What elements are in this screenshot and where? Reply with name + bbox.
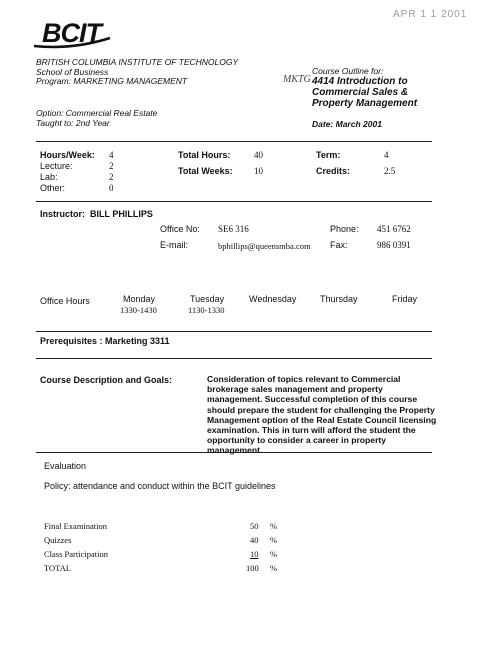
course-title-line-1: 4414 Introduction to (312, 76, 408, 87)
eval-participation-unit: % (270, 549, 278, 559)
eval-total-unit: % (270, 563, 278, 573)
term-label: Term: (316, 150, 341, 160)
total-weeks-value: 10 (254, 166, 263, 176)
description-text: Consideration of topics relevant to Commercial brokerage sales management and property management. Successful completion of this course should prepare the student for challenging the Property Management option of the Real Estate Council licensing examination. This in turn will afford the student the opportunity to consider a career in property management. (207, 374, 437, 456)
eval-total-label: TOTAL (44, 563, 72, 573)
total-hours-value: 40 (254, 150, 263, 160)
credits-value: 2.5 (384, 166, 396, 176)
phone-value: 451 6762 (377, 224, 411, 234)
office-hours-label: Office Hours (40, 296, 90, 306)
phone-label: Phone: (330, 224, 359, 234)
email-label: E-mail: (160, 240, 189, 250)
eval-final-label: Final Examination (44, 521, 108, 531)
logo-swoosh (32, 36, 112, 50)
course-title-line-3: Property Management (312, 98, 418, 109)
course-title-line-2: Commercial Sales & (312, 87, 409, 98)
credits-label: Credits: (316, 166, 351, 176)
day-monday: Monday (123, 294, 156, 304)
divider-4 (36, 358, 432, 359)
fax-value: 986 0391 (377, 240, 411, 250)
instructor-label: Instructor: (40, 209, 85, 219)
day-friday: Friday (392, 294, 418, 304)
eval-participation-label: Class Participation (44, 549, 108, 559)
office-value: SE6 316 (218, 224, 249, 234)
eval-final-value: 50 (250, 521, 259, 531)
evaluation-policy: Policy: attendance and conduct within the BCIT guidelines (44, 481, 276, 491)
program-name: Program: MARKETING MANAGEMENT (36, 76, 188, 86)
handwritten-course-code: MKTG (283, 74, 311, 85)
time-tuesday: 1130-1330 (188, 305, 225, 315)
lecture-value: 2 (109, 161, 114, 171)
eval-quizzes-label: Quizzes (44, 535, 72, 545)
email-value: bphillips@queensmba.com (218, 241, 311, 251)
institute-name: BRITISH COLUMBIA INSTITUTE OF TECHNOLOGY (36, 57, 239, 67)
other-value: 0 (109, 183, 114, 193)
eval-participation-value: 10 (250, 549, 259, 559)
total-hours-label: Total Hours: (178, 150, 231, 160)
day-thursday: Thursday (320, 294, 358, 304)
hours-week-label: Hours/Week: (40, 150, 95, 160)
day-wednesday: Wednesday (249, 294, 297, 304)
logo-text: BCIT (42, 18, 101, 48)
lab-value: 2 (109, 172, 114, 182)
date-line: Date: March 2001 (312, 119, 382, 129)
eval-total-value: 100 (246, 563, 259, 573)
taught-to-line: Taught to: 2nd Year (36, 118, 110, 128)
fax-label: Fax: (330, 240, 348, 250)
lecture-label: Lecture: (40, 161, 73, 171)
divider-2 (36, 201, 432, 202)
divider-1 (36, 141, 432, 142)
divider-5 (36, 452, 432, 453)
eval-final-unit: % (270, 521, 278, 531)
hours-week-value: 4 (109, 150, 114, 160)
prerequisites: Prerequisites : Marketing 3311 (40, 336, 170, 346)
outline-label: Course Outline for: (312, 66, 384, 76)
eval-quizzes-unit: % (270, 535, 278, 545)
other-label: Other: (40, 183, 66, 193)
option-line: Option: Commercial Real Estate (36, 108, 158, 118)
description-label: Course Description and Goals: (40, 375, 173, 385)
lab-label: Lab: (40, 172, 58, 182)
day-tuesday: Tuesday (190, 294, 225, 304)
eval-quizzes-value: 40 (250, 535, 259, 545)
instructor-name: BILL PHILLIPS (90, 209, 153, 219)
term-value: 4 (384, 150, 389, 160)
total-weeks-label: Total Weeks: (178, 166, 233, 176)
school-name: School of Business (36, 67, 109, 77)
received-date-stamp: APR 1 1 2001 (393, 9, 468, 20)
time-monday: 1330-1430 (120, 305, 157, 315)
office-label: Office No: (160, 224, 200, 234)
divider-3 (36, 331, 432, 332)
evaluation-title: Evaluation (44, 461, 87, 471)
